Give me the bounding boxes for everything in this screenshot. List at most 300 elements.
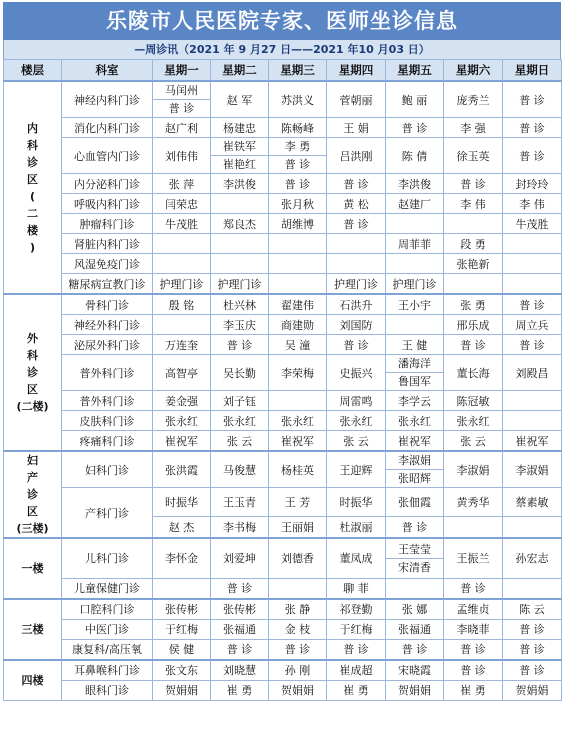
doctor-name: 张传彬 <box>165 603 198 616</box>
doctor-cell <box>386 488 444 517</box>
doctor-name: 聊 菲 <box>343 582 369 595</box>
doctor-name: 于红梅 <box>339 623 373 636</box>
doctor-cell <box>386 315 444 335</box>
table-row <box>4 660 562 681</box>
doctor-name: 普 诊 <box>519 643 545 656</box>
doctor-cell <box>327 639 386 660</box>
doctor-cell <box>386 174 444 194</box>
doctor-name: 张 娜 <box>401 603 428 616</box>
department-cell: 口腔科门诊 <box>62 599 153 620</box>
doctor-cell <box>327 234 386 254</box>
doctor-cell <box>444 619 503 639</box>
doctor-cell <box>269 118 327 138</box>
doctor-name: 史振兴 <box>339 366 373 380</box>
doctor-name: 周立兵 <box>515 318 549 332</box>
doctor-cell <box>211 335 269 355</box>
doctor-cell <box>153 660 211 681</box>
doctor-name: 李晓菲 <box>456 623 490 636</box>
doctor-cell <box>503 274 562 295</box>
schedule-table <box>3 59 562 701</box>
doctor-cell <box>269 174 327 194</box>
doctor-cell <box>386 680 444 700</box>
doctor-name: 张 云 <box>226 434 253 448</box>
doctor-name: 孙 刚 <box>284 664 311 677</box>
table-row <box>4 335 562 355</box>
doctor-name: 普 诊 <box>519 623 545 636</box>
doctor-cell <box>444 431 503 452</box>
doctor-cell <box>444 660 503 681</box>
doctor-cell <box>386 516 444 538</box>
doctor-name: 普 诊 <box>284 643 311 656</box>
floor-label-char: 科 <box>27 349 38 362</box>
doctor-name: 护理门诊 <box>334 277 378 291</box>
header-cell: 科室 <box>62 60 153 82</box>
table-row <box>4 234 562 254</box>
doctor-name: 祁登勤 <box>339 603 373 616</box>
doctor-cell <box>211 274 269 295</box>
doctor-cell <box>211 680 269 700</box>
floor-label-char: 妇 <box>27 454 38 467</box>
floor-label <box>4 294 62 451</box>
doctor-cell <box>503 660 562 681</box>
doctor-cell <box>327 411 386 431</box>
doctor-cell <box>444 639 503 660</box>
doctor-cell <box>327 538 386 578</box>
doctor-cell <box>444 81 503 118</box>
doctor-name: 普 诊 <box>226 643 253 656</box>
doctor-cell <box>503 254 562 274</box>
doctor-cell <box>327 680 386 700</box>
floor-label-char: 诊 <box>27 366 38 379</box>
floor-label-char: (三楼) <box>16 522 49 535</box>
floor-label-char: (二楼) <box>16 400 49 413</box>
doctor-name: 张昭辉 <box>386 469 443 487</box>
doctor-name: 李 强 <box>460 121 486 135</box>
department-cell: 产科门诊 <box>62 488 153 539</box>
doctor-cell <box>386 619 444 639</box>
doctor-name: 贺娟娟 <box>281 684 314 697</box>
doctor-name: 崔 勇 <box>226 684 253 697</box>
department-cell: 普外科门诊 <box>62 391 153 411</box>
doctor-name: 刘爱坤 <box>223 552 256 566</box>
doctor-name: 贺娟娟 <box>165 684 198 697</box>
doctor-name: 马闰州 <box>165 84 198 97</box>
table-row <box>4 81 562 118</box>
doctor-cell <box>269 639 327 660</box>
doctor-name: 邢乐成 <box>456 318 490 332</box>
department-cell: 呼吸内科门诊 <box>62 194 153 214</box>
doctor-cell <box>269 599 327 620</box>
doctor-name: 普 诊 <box>401 643 428 656</box>
doctor-cell <box>503 488 562 517</box>
doctor-name: 闫荣忠 <box>165 197 198 211</box>
doctor-cell <box>211 488 269 517</box>
doctor-cell <box>503 355 562 391</box>
doctor-name: 张 云 <box>343 434 369 448</box>
doctor-name: 万连奎 <box>165 338 198 352</box>
doctor-cell <box>444 214 503 234</box>
header-cell: 楼层 <box>4 60 62 82</box>
doctor-cell <box>211 214 269 234</box>
doctor-cell <box>444 488 503 517</box>
doctor-cell <box>211 138 269 174</box>
doctor-cell <box>503 680 562 700</box>
department-cell: 泌尿外科门诊 <box>62 335 153 355</box>
doctor-name: 翟建伟 <box>281 298 314 312</box>
floor-label <box>4 81 62 294</box>
doctor-cell <box>211 81 269 118</box>
doctor-cell <box>269 254 327 274</box>
doctor-cell <box>327 138 386 174</box>
department-cell: 内分泌科门诊 <box>62 174 153 194</box>
doctor-cell <box>327 451 386 488</box>
doctor-cell <box>503 234 562 254</box>
doctor-name: 王丽娟 <box>281 520 314 534</box>
doctor-cell <box>444 578 503 599</box>
doctor-name: 李 伟 <box>519 197 545 211</box>
doctor-cell <box>444 294 503 315</box>
floor-label-char: 楼 <box>27 223 38 237</box>
doctor-cell <box>503 619 562 639</box>
doctor-name: 陈冠敏 <box>456 394 490 408</box>
table-row <box>4 431 562 452</box>
doctor-cell <box>153 680 211 700</box>
doctor-name: 赵 军 <box>226 93 253 107</box>
floor-label-char: 科 <box>27 138 38 152</box>
doctor-name: 董长海 <box>456 366 490 380</box>
doctor-cell <box>503 194 562 214</box>
table-row <box>4 138 562 174</box>
table-row <box>4 411 562 431</box>
doctor-cell <box>153 599 211 620</box>
doctor-name: 王小宇 <box>398 298 431 312</box>
doctor-name: 王 芳 <box>284 495 311 509</box>
department-cell: 骨科门诊 <box>62 294 153 315</box>
doctor-cell <box>503 391 562 411</box>
doctor-name: 李荣梅 <box>281 366 314 380</box>
doctor-cell <box>386 81 444 118</box>
table-row <box>4 294 562 315</box>
floor-label-char: ) <box>29 240 36 254</box>
doctor-name: 苏洪义 <box>281 93 314 107</box>
doctor-name: 护理门诊 <box>217 277 262 291</box>
floor-label <box>4 660 62 701</box>
doctor-name: 牛茂胜 <box>515 217 549 231</box>
doctor-name: 刘伟伟 <box>165 149 198 163</box>
doctor-name: 刘德香 <box>281 552 314 566</box>
doctor-name: 张艳新 <box>456 257 490 271</box>
doctor-name: 普 诊 <box>460 643 486 656</box>
doctor-cell <box>444 234 503 254</box>
doctor-cell <box>269 431 327 452</box>
doctor-name: 时振华 <box>165 495 198 509</box>
doctor-cell <box>444 194 503 214</box>
doctor-cell <box>327 81 386 118</box>
doctor-cell <box>327 488 386 517</box>
table-row <box>4 639 562 660</box>
doctor-cell <box>386 138 444 174</box>
doctor-name: 张传彬 <box>223 603 256 616</box>
doctor-cell <box>211 639 269 660</box>
doctor-cell <box>327 619 386 639</box>
table-row <box>4 391 562 411</box>
table-row <box>4 578 562 599</box>
doctor-name: 陈畅峰 <box>281 121 314 135</box>
doctor-cell <box>444 451 503 488</box>
doctor-cell <box>153 578 211 599</box>
doctor-cell <box>327 516 386 538</box>
doctor-cell <box>327 194 386 214</box>
doctor-cell <box>327 214 386 234</box>
doctor-cell <box>153 355 211 391</box>
doctor-name: 吴 潼 <box>284 338 311 352</box>
doctor-cell <box>269 81 327 118</box>
doctor-name: 杨桂英 <box>281 463 314 477</box>
doctor-name: 崔祝军 <box>515 434 549 448</box>
header-cell: 星期二 <box>211 60 269 82</box>
table-row <box>4 488 562 517</box>
doctor-name: 王莹莹 <box>398 542 431 556</box>
doctor-name: 崔 勇 <box>460 684 486 697</box>
doctor-name: 吴长勤 <box>223 366 256 380</box>
table-row <box>4 174 562 194</box>
doctor-cell <box>269 680 327 700</box>
doctor-name: 李学云 <box>398 394 431 408</box>
doctor-cell <box>327 174 386 194</box>
doctor-cell <box>386 599 444 620</box>
doctor-name: 陈 倩 <box>401 149 428 163</box>
doctor-cell <box>386 391 444 411</box>
page-title: 乐陵市人民医院专家、医师坐诊信息 <box>3 2 561 40</box>
doctor-cell <box>503 516 562 538</box>
doctor-cell <box>153 391 211 411</box>
header-cell: 星期六 <box>444 60 503 82</box>
floor-label-char: 区 <box>27 172 38 186</box>
doctor-cell <box>386 639 444 660</box>
floor-label-char: 一楼 <box>21 561 44 575</box>
table-row <box>4 315 562 335</box>
department-cell: 神经外科门诊 <box>62 315 153 335</box>
department-cell: 神经内科门诊 <box>62 81 153 118</box>
floor-label-char: 二 <box>27 206 38 220</box>
doctor-name: 张永红 <box>456 414 490 428</box>
doctor-cell <box>269 451 327 488</box>
doctor-cell <box>386 355 444 391</box>
header-cell: 星期四 <box>327 60 386 82</box>
doctor-name: 普 诊 <box>284 177 311 191</box>
doctor-name: 普 诊 <box>519 664 545 677</box>
doctor-cell <box>444 254 503 274</box>
table-row <box>4 118 562 138</box>
doctor-cell <box>386 118 444 138</box>
doctor-name: 普 诊 <box>460 582 486 595</box>
doctor-name: 普 诊 <box>269 155 326 173</box>
doctor-name: 李淑娟 <box>515 463 549 477</box>
doctor-cell <box>269 274 327 295</box>
header-row <box>4 60 562 82</box>
doctor-name: 张永红 <box>281 414 314 428</box>
floor-label-char: 产 <box>27 471 38 484</box>
doctor-name: 宋清香 <box>386 558 443 576</box>
doctor-cell <box>386 294 444 315</box>
doctor-name: 普 诊 <box>460 338 486 352</box>
doctor-name: 黄 松 <box>343 197 369 211</box>
doctor-cell <box>211 294 269 315</box>
doctor-name: 刘国防 <box>339 318 373 332</box>
doctor-name: 护理门诊 <box>159 277 204 291</box>
doctor-name: 普 诊 <box>460 177 486 191</box>
doctor-cell <box>269 578 327 599</box>
table-row <box>4 680 562 700</box>
doctor-name: 王 娟 <box>343 121 369 135</box>
doctor-name: 杨建忠 <box>223 121 256 135</box>
doctor-name: 庞秀兰 <box>456 93 490 107</box>
department-cell: 中医门诊 <box>62 619 153 639</box>
doctor-name: 普 诊 <box>519 338 545 352</box>
doctor-name: 普 诊 <box>226 338 253 352</box>
doctor-cell <box>503 431 562 452</box>
doctor-name: 马俊慧 <box>223 463 256 477</box>
doctor-name: 李洪俊 <box>398 177 431 191</box>
department-cell: 眼科门诊 <box>62 680 153 700</box>
floor-label <box>4 538 62 599</box>
doctor-name: 李洪俊 <box>223 177 256 191</box>
doctor-cell <box>386 538 444 578</box>
doctor-cell <box>269 294 327 315</box>
doctor-cell <box>503 599 562 620</box>
doctor-cell <box>327 274 386 295</box>
doctor-name: 商建勋 <box>281 318 314 332</box>
doctor-cell <box>211 391 269 411</box>
doctor-cell <box>386 578 444 599</box>
doctor-cell <box>444 315 503 335</box>
department-cell: 普外科门诊 <box>62 355 153 391</box>
doctor-cell <box>211 431 269 452</box>
doctor-name: 封玲玲 <box>515 177 549 191</box>
doctor-cell <box>211 538 269 578</box>
doctor-cell <box>211 599 269 620</box>
doctor-name: 徐玉英 <box>456 149 490 163</box>
doctor-cell <box>327 431 386 452</box>
doctor-name: 周雷鸣 <box>339 394 373 408</box>
doctor-cell <box>444 138 503 174</box>
doctor-name: 张 萍 <box>168 177 195 191</box>
doctor-cell <box>153 411 211 431</box>
doctor-name: 崔祝军 <box>281 434 314 448</box>
doctor-cell <box>153 488 211 517</box>
doctor-cell <box>153 431 211 452</box>
doctor-name: 普 诊 <box>226 582 253 595</box>
doctor-name: 王振兰 <box>456 552 490 566</box>
floor-label-char: 外 <box>27 332 38 345</box>
doctor-name: 时振华 <box>339 495 373 509</box>
doctor-cell <box>444 411 503 431</box>
doctor-name: 护理门诊 <box>392 277 437 291</box>
doctor-name: 菅朝丽 <box>339 93 373 107</box>
doctor-cell <box>386 214 444 234</box>
doctor-cell <box>503 138 562 174</box>
doctor-cell <box>503 174 562 194</box>
doctor-cell <box>444 174 503 194</box>
doctor-name: 姜金强 <box>165 394 198 408</box>
doctor-cell <box>153 118 211 138</box>
schedule-body <box>4 81 562 700</box>
floor-label-char: 诊 <box>27 155 38 169</box>
doctor-cell <box>211 234 269 254</box>
doctor-name: 张永红 <box>339 414 373 428</box>
doctor-name: 普 诊 <box>519 93 545 107</box>
doctor-name: 普 诊 <box>519 121 545 135</box>
table-row <box>4 451 562 488</box>
doctor-cell <box>153 315 211 335</box>
doctor-name: 张 云 <box>460 434 486 448</box>
doctor-name: 普 诊 <box>343 177 369 191</box>
doctor-cell <box>153 174 211 194</box>
page-subtitle: —周诊讯（2021 年 9 月27 日——2021 年10 月03 日） <box>3 40 561 59</box>
doctor-name: 张永红 <box>165 414 198 428</box>
doctor-name: 李淑娟 <box>456 463 490 477</box>
doctor-cell <box>211 516 269 538</box>
doctor-cell <box>386 274 444 295</box>
table-row <box>4 254 562 274</box>
doctor-name: 李淑娟 <box>398 454 431 467</box>
doctor-name: 崔祝军 <box>165 434 198 448</box>
doctor-cell <box>327 254 386 274</box>
doctor-name: 王 健 <box>401 338 428 352</box>
doctor-cell <box>444 118 503 138</box>
floor-label-char: 区 <box>27 383 38 396</box>
doctor-name: 张 静 <box>284 603 311 616</box>
doctor-cell <box>269 619 327 639</box>
doctor-cell <box>269 538 327 578</box>
doctor-cell <box>503 214 562 234</box>
doctor-name: 普 诊 <box>153 99 210 117</box>
doctor-cell <box>269 138 327 174</box>
doctor-name: 宋晓霞 <box>398 664 431 677</box>
doctor-cell <box>269 234 327 254</box>
doctor-cell <box>327 660 386 681</box>
doctor-cell <box>386 660 444 681</box>
doctor-cell <box>503 411 562 431</box>
doctor-name: 周菲菲 <box>398 237 431 251</box>
doctor-name: 赵 杰 <box>168 520 195 534</box>
doctor-cell <box>211 118 269 138</box>
doctor-cell <box>327 294 386 315</box>
doctor-cell <box>503 538 562 578</box>
doctor-cell <box>269 194 327 214</box>
header-cell: 星期三 <box>269 60 327 82</box>
doctor-name: 李书梅 <box>223 520 256 534</box>
doctor-name: 普 诊 <box>401 121 428 135</box>
department-cell: 康复科/高压氧 <box>62 639 153 660</box>
doctor-name: 陈 云 <box>519 603 545 616</box>
doctor-cell <box>503 578 562 599</box>
floor-label-char: 诊 <box>27 488 38 501</box>
doctor-name: 殷 铭 <box>168 298 195 312</box>
department-cell: 肿瘤科门诊 <box>62 214 153 234</box>
floor-label-char: 区 <box>27 505 38 518</box>
doctor-cell <box>444 274 503 295</box>
doctor-name: 金 枝 <box>284 623 311 636</box>
doctor-name: 石洪升 <box>339 298 373 312</box>
table-row <box>4 538 562 578</box>
table-row <box>4 619 562 639</box>
header-cell: 星期日 <box>503 60 562 82</box>
doctor-cell <box>269 411 327 431</box>
doctor-name: 普 诊 <box>519 149 545 163</box>
doctor-name: 赵广利 <box>165 121 198 135</box>
doctor-cell <box>153 234 211 254</box>
